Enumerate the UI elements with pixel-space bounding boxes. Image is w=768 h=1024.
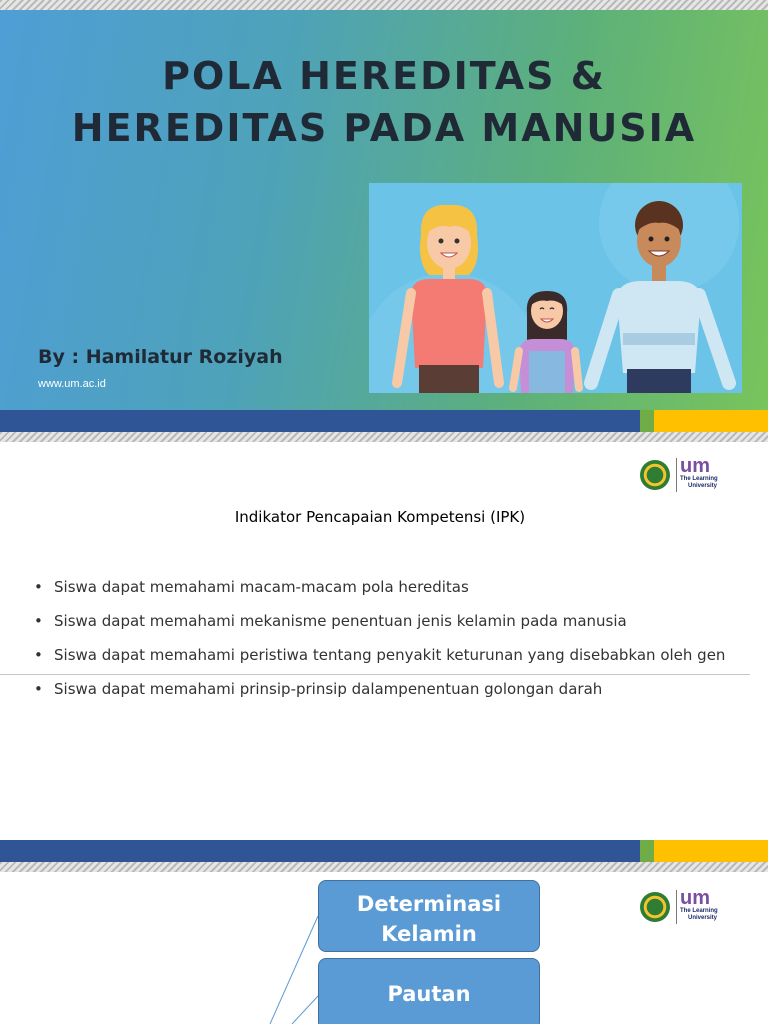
um-mark: um <box>680 887 710 909</box>
footer-bar <box>0 840 768 862</box>
ipk-bullet-list <box>34 570 752 706</box>
um-mark: um <box>680 455 710 477</box>
divider-stripe <box>0 862 768 872</box>
list-item: • Siswa dapat memahami prinsip-prinsip dalampenentuan golongan darah <box>34 672 752 706</box>
top-stripe <box>0 0 768 10</box>
divider-stripe <box>0 432 768 442</box>
divider-line <box>0 674 750 675</box>
title-line-1: POLA HEREDITAS & <box>162 54 606 98</box>
title-slide <box>0 10 768 410</box>
family-illustration <box>369 183 742 393</box>
ipk-slide <box>0 442 768 838</box>
diagram-box-pautan: Pautan <box>318 958 540 1024</box>
footer-bar-green <box>640 410 654 432</box>
author-name: By : Hamilatur Roziyah <box>38 346 283 368</box>
website-url: www.um.ac.id <box>38 378 106 390</box>
footer-bar-yellow <box>654 840 768 862</box>
list-item: • Siswa dapat memahami mekanisme penentuan jenis kelamin pada manusia <box>34 604 752 638</box>
logo-tagline: The Learning University <box>680 476 718 489</box>
footer-bar <box>0 410 768 432</box>
list-item: • Siswa dapat memahami macam-macam pola hereditas <box>34 570 752 604</box>
diagram-box-determinasi: Determinasi Kelamin <box>318 880 540 952</box>
footer-bar-green <box>640 840 654 862</box>
ipk-heading: Indikator Pencapaian Kompetensi (IPK) <box>234 508 526 526</box>
um-logo <box>640 456 720 496</box>
title-line-2: HEREDITAS PADA MANUSIA <box>71 106 697 150</box>
footer-bar-blue <box>0 840 640 862</box>
footer-bar-blue <box>0 410 640 432</box>
list-item: • Siswa dapat memahami peristiwa tentang penyakit keturunan yang disebabkan oleh gen <box>34 638 752 672</box>
logo-tagline: The Learning University <box>680 908 718 921</box>
topic-diagram-slide <box>0 874 768 1024</box>
university-seal-icon <box>640 460 670 490</box>
footer-bar-yellow <box>654 410 768 432</box>
slide-title <box>0 50 768 154</box>
